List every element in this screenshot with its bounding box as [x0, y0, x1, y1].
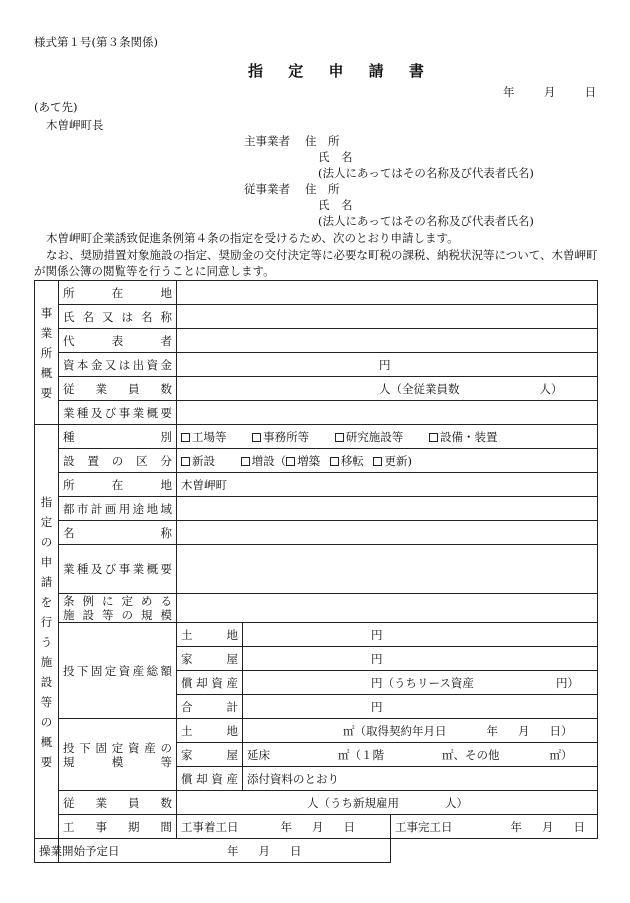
table-row: [35, 623, 598, 647]
opt-expand: 増築: [297, 453, 321, 468]
table-row: [35, 305, 598, 329]
operation-date-field[interactable]: [59, 839, 391, 863]
end-year: 年: [510, 819, 522, 834]
building-yen: 円: [371, 651, 383, 666]
land-unit: ㎡（取得契約年月日: [343, 723, 447, 738]
total-amount-field[interactable]: [243, 695, 598, 719]
table-row: [35, 719, 598, 743]
date-year-label: 年: [503, 85, 515, 99]
addressee: 木曽岬町長: [46, 118, 104, 132]
depreciable-amount-field[interactable]: [243, 671, 598, 695]
scale-land-label: 土地: [177, 719, 243, 743]
period-label: 工事期間: [59, 815, 177, 839]
capital-field[interactable]: [177, 353, 598, 377]
sub-name-label: 氏 名: [318, 198, 353, 212]
start-year: 年: [280, 819, 292, 834]
table-row: [35, 377, 598, 401]
start-day: 日: [343, 819, 355, 834]
table-row: [35, 281, 598, 305]
application-table: [34, 280, 598, 863]
building-amount-field[interactable]: [243, 647, 598, 671]
employees-field[interactable]: [177, 377, 598, 401]
main-name-label: 氏 名: [318, 150, 353, 164]
scale-depreciable-label: 償却資産: [177, 767, 243, 791]
operation-label: 操業開始予定日: [35, 839, 59, 863]
start-month: 月: [312, 819, 324, 834]
scale-building-label: 家屋: [177, 743, 243, 767]
building-label: 家屋: [177, 647, 243, 671]
staff-unit: 人（うち新規雇用: [307, 795, 399, 810]
opt-lab: 研究施設等: [345, 429, 404, 444]
facility-business-field[interactable]: [177, 545, 598, 594]
floor-area-label: 延床: [247, 747, 270, 762]
form-title: 指 定 申 請 書: [248, 62, 434, 80]
body-paragraph-1: 木曽岬町企業誘致促進条例第４条の指定を受けるため、次のとおり申請します。: [46, 231, 459, 245]
floor-other: ㎡、その他: [442, 747, 500, 762]
facility-name-field[interactable]: [177, 521, 598, 545]
employees-label: 従業員数: [59, 377, 177, 401]
table-row: [35, 329, 598, 353]
start-date-field[interactable]: [177, 815, 391, 839]
land-label: 土地: [177, 623, 243, 647]
checkbox-equipment[interactable]: [429, 433, 438, 442]
staff-field[interactable]: [177, 791, 598, 815]
lease-label: 円（うちリース資産: [371, 675, 474, 690]
employees-close: 人）: [539, 381, 563, 396]
section-facility-title: 指定の申請を行う施設等の概要: [35, 425, 59, 839]
facility-name-label: 名称: [59, 521, 177, 545]
scale-label-line1: 条例に定める: [63, 594, 172, 608]
location-field[interactable]: [177, 281, 598, 305]
date-day-label: 日: [584, 85, 597, 99]
name-field[interactable]: [177, 305, 598, 329]
table-row: [35, 594, 598, 623]
land-yen: 円: [371, 627, 383, 642]
location-label: 所在地: [59, 281, 177, 305]
sub-note: (法人にあってはその名称及び代表者氏名): [318, 214, 534, 228]
scale-building-field[interactable]: [243, 743, 598, 767]
op-day: 日: [290, 843, 302, 858]
section-business-title: 事業所概要: [35, 281, 59, 425]
invest-total-label: 投下固定資産総額: [59, 623, 177, 719]
staff-close: 人）: [445, 795, 468, 810]
facility-location-label: 所在地: [59, 473, 177, 497]
capital-label: 資本金又は出資金: [59, 353, 177, 377]
sub-applicant-label: 従事業者: [244, 182, 290, 196]
land-amount-field[interactable]: [243, 623, 598, 647]
checkbox-factory[interactable]: [181, 433, 190, 442]
land-year: 年: [486, 723, 498, 738]
body-paragraph-2b: が関係公簿の閲覧等を行うことに同意します。: [34, 264, 275, 278]
type-options: [177, 425, 598, 449]
type-label: 種別: [59, 425, 177, 449]
start-label: 工事着工日: [181, 819, 239, 834]
install-options: [177, 449, 598, 473]
land-day: 日）: [549, 723, 573, 738]
checkbox-office[interactable]: [252, 433, 261, 442]
op-year: 年: [227, 843, 239, 858]
main-address-label: 住 所: [305, 134, 340, 148]
table-row: [35, 449, 598, 473]
table-row: [35, 473, 598, 497]
date-line: [503, 84, 596, 100]
table-row: [35, 425, 598, 449]
main-applicant-label: 主事業者: [244, 134, 290, 148]
table-row: [35, 497, 598, 521]
scale-field[interactable]: [177, 594, 598, 623]
rep-label: 代表者: [59, 329, 177, 353]
business-field[interactable]: [177, 401, 598, 425]
table-row: [35, 353, 598, 377]
zone-field[interactable]: [177, 497, 598, 521]
end-date-field[interactable]: [391, 815, 598, 839]
facility-location-field[interactable]: 木曽岬町: [177, 473, 598, 497]
end-month: 月: [542, 819, 554, 834]
depreciable-label: 償却資産: [177, 671, 243, 695]
capital-unit: 円: [379, 357, 391, 372]
op-month: 月: [258, 843, 270, 858]
table-row: [35, 815, 598, 839]
opt-office: 事務所等: [263, 429, 310, 444]
checkbox-expand[interactable]: [286, 457, 295, 466]
floor-unit: ㎡（１階: [338, 747, 384, 762]
form-number: 様式第１号(第３条関係): [34, 35, 158, 49]
land-month: 月: [518, 723, 530, 738]
opt-new: 新設: [192, 453, 215, 468]
table-row: [35, 545, 598, 594]
checkbox-lab[interactable]: [335, 433, 344, 442]
total-label: 合計: [177, 695, 243, 719]
checkbox-add[interactable]: [241, 457, 250, 466]
install-close: ): [407, 453, 412, 468]
opt-factory: 工場等: [192, 429, 227, 444]
sub-address-label: 住 所: [305, 182, 340, 196]
install-label: 設置の区分: [59, 449, 177, 473]
rep-field[interactable]: [177, 329, 598, 353]
name-label: 氏名又は名称: [59, 305, 177, 329]
checkbox-new[interactable]: [181, 457, 190, 466]
scale-label-line2: 施設等の規模: [63, 608, 172, 622]
table-row: [35, 839, 598, 863]
opt-add: 増設（: [251, 453, 287, 468]
facility-business-label: 業種及び事業概要: [59, 545, 177, 594]
business-label: 業種及び事業概要: [59, 401, 177, 425]
table-row: [35, 791, 598, 815]
scale-land-field[interactable]: [243, 719, 598, 743]
invest-scale-label: [59, 719, 177, 791]
zone-label: 都市計画用途地域: [59, 497, 177, 521]
table-row: [35, 401, 598, 425]
staff-label: 従業員数: [59, 791, 177, 815]
checkbox-renew[interactable]: [373, 457, 382, 466]
lease-close: 円）: [555, 675, 579, 690]
body-paragraph-2a: なお、奨励措置対象施設の指定、奨励金の交付決定等に必要な町税の課税、納税状況等について、木曽岬町: [46, 248, 598, 262]
employees-unit: 人（全従業員数: [379, 381, 460, 396]
opt-renew: 更新: [384, 453, 408, 468]
floor-close: ㎡）: [549, 747, 573, 762]
addressee-label: (あて先): [34, 100, 78, 114]
opt-equipment: 設備・装置: [439, 429, 498, 444]
main-note: (法人にあってはその名称及び代表者氏名): [318, 166, 534, 180]
opt-relocate: 移転: [340, 453, 364, 468]
checkbox-relocate[interactable]: [330, 457, 339, 466]
scale-depreciable-field[interactable]: 添付資料のとおり: [243, 767, 598, 791]
end-label: 工事完工日: [395, 819, 453, 834]
end-day: 日: [573, 819, 585, 834]
table-row: [35, 521, 598, 545]
invest-scale-line1: 投下固定資産の: [63, 740, 172, 755]
total-yen: 円: [371, 699, 383, 714]
date-month-label: 月: [543, 85, 556, 99]
invest-scale-line2: 規模等: [63, 754, 172, 769]
scale-label: [59, 594, 177, 623]
